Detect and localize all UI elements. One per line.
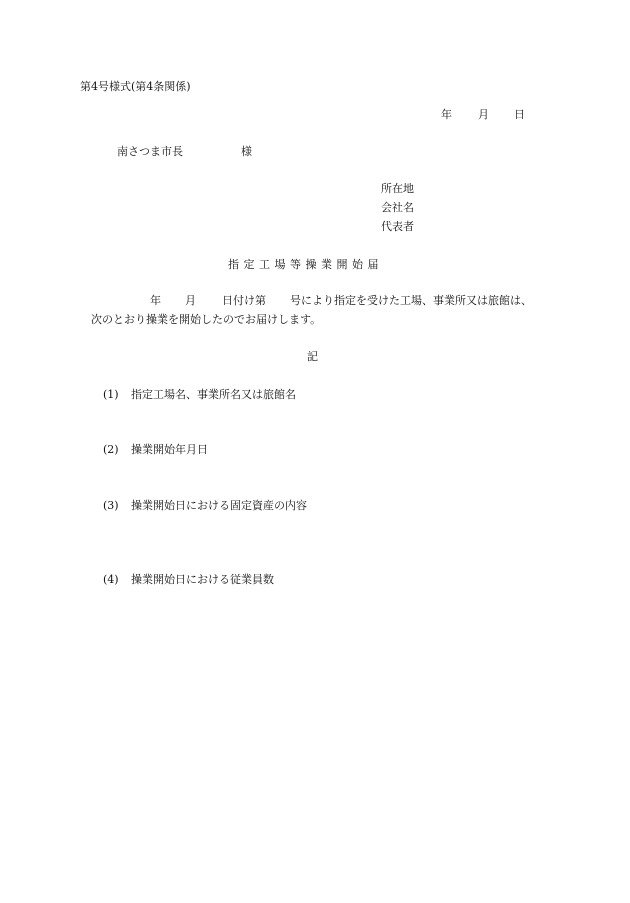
list-item <box>103 573 274 587</box>
item-text: 操業開始日における固定資産の内容 <box>131 499 307 512</box>
date-day-label: 日 <box>514 108 525 121</box>
item-number: (1) <box>103 388 119 401</box>
addressee-name: 南さつま市長 <box>117 145 183 158</box>
list-item <box>103 499 307 513</box>
item-number: (3) <box>103 499 119 512</box>
ki-heading: 記 <box>307 350 318 363</box>
item-number: (2) <box>103 443 119 456</box>
item-text: 指定工場名、事業所名又は旅館名 <box>131 388 296 401</box>
body-line1-rest: 号により指定を受けた工場、事業所又は旅館は、 <box>290 294 532 307</box>
date-year-label: 年 <box>441 108 452 121</box>
body-date-suffix: 日付け第 <box>222 294 266 307</box>
form-number: 第4号様式(第4条関係) <box>80 80 191 93</box>
body-year-label: 年 <box>150 294 161 307</box>
applicant-company-label: 会社名 <box>381 201 414 214</box>
body-month-label: 月 <box>185 294 196 307</box>
list-item <box>103 443 208 457</box>
document-title: 指定工場等操業開始届 <box>228 258 383 271</box>
body-line2: 次のとおり操業を開始したのでお届けします。 <box>91 313 322 326</box>
item-text: 操業開始年月日 <box>131 443 208 456</box>
item-number: (4) <box>103 573 119 586</box>
item-text: 操業開始日における従業員数 <box>131 573 274 586</box>
list-item <box>103 388 296 402</box>
applicant-representative-label: 代表者 <box>381 220 414 233</box>
applicant-location-label: 所在地 <box>381 182 414 195</box>
addressee-honorific: 様 <box>241 145 252 158</box>
date-month-label: 月 <box>478 108 489 121</box>
